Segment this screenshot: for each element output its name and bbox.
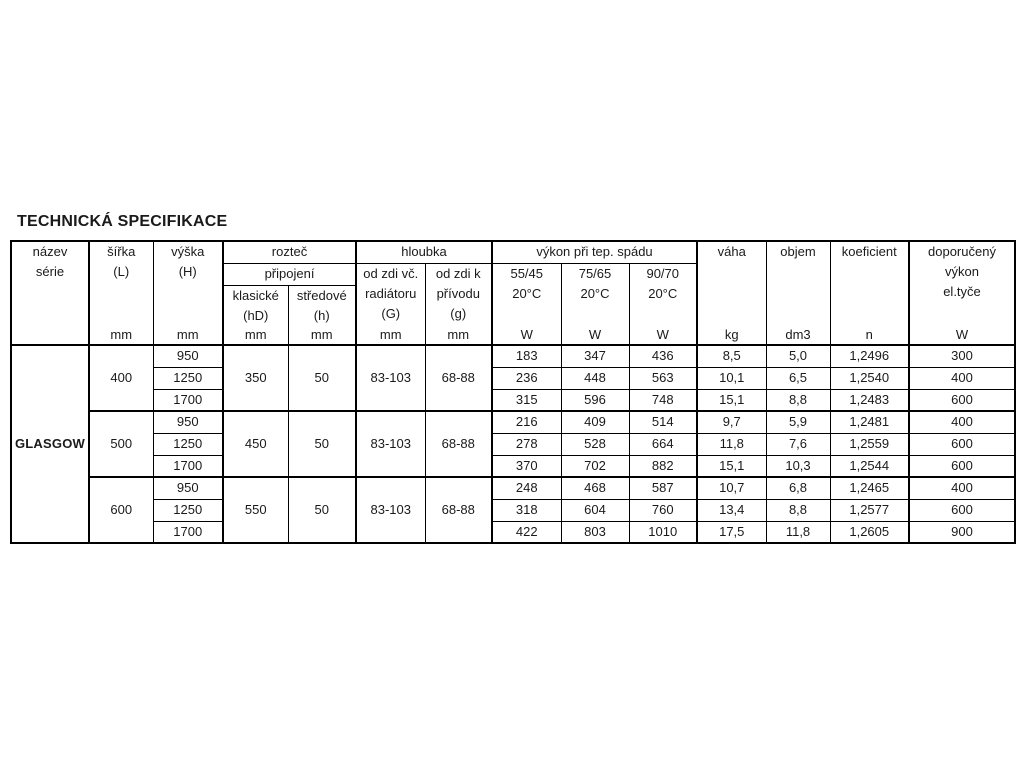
cell-vykon-9070: 882: [629, 455, 697, 477]
cell-vykon-7565: 448: [561, 367, 629, 389]
spec-table: [10, 240, 1016, 544]
cell-koeficient: 1,2577: [830, 499, 909, 521]
cell-vykon-5545: 216: [492, 411, 561, 433]
cell-koeficient: 1,2465: [830, 477, 909, 499]
table-row: [11, 477, 1015, 499]
hdr-objem: objem dm3: [766, 241, 830, 345]
cell-vaha: 17,5: [697, 521, 766, 543]
cell-doporuceny: 400: [909, 367, 1015, 389]
cell-koeficient: 1,2605: [830, 521, 909, 543]
hdr-koeficient-unit: n: [865, 327, 873, 342]
cell-vykon-5545: 183: [492, 345, 561, 367]
cell-vyska: 1700: [153, 389, 223, 411]
cell-vyska: 1250: [153, 499, 223, 521]
cell-objem: 6,5: [766, 367, 830, 389]
cell-hloubka-g2: 68-88: [425, 345, 492, 411]
cell-vykon-5545: 318: [492, 499, 561, 521]
table-row: [11, 433, 1015, 455]
cell-vykon-9070: 587: [629, 477, 697, 499]
cell-koeficient: 1,2544: [830, 455, 909, 477]
cell-vykon-5545: 370: [492, 455, 561, 477]
hdr-od-zdi-privodu: od zdi k přívodu (g) mm: [425, 263, 492, 345]
hdr-od-zdi-radiatoru-unit: mm: [379, 327, 402, 342]
hdr-objem-unit: dm3: [785, 327, 811, 342]
cell-vyska: 1700: [153, 455, 223, 477]
cell-hloubka-g: 83-103: [356, 411, 425, 477]
cell-doporuceny: 400: [909, 411, 1015, 433]
cell-vyska: 950: [153, 477, 223, 499]
cell-doporuceny: 600: [909, 389, 1015, 411]
cell-sirka: 400: [89, 345, 153, 411]
cell-vykon-9070: 760: [629, 499, 697, 521]
cell-vaha: 10,7: [697, 477, 766, 499]
cell-roztec-klasicke: 550: [223, 477, 288, 543]
table-row: [11, 345, 1015, 367]
cell-vykon-9070: 563: [629, 367, 697, 389]
hdr-90-70: 90/70 20°C W: [629, 263, 697, 345]
cell-hloubka-g: 83-103: [356, 477, 425, 543]
cell-vyska: 1250: [153, 433, 223, 455]
cell-doporuceny: 600: [909, 433, 1015, 455]
hdr-od-zdi-privodu-unit: mm: [447, 327, 470, 342]
cell-vykon-5545: 422: [492, 521, 561, 543]
cell-koeficient: 1,2496: [830, 345, 909, 367]
cell-vykon-7565: 468: [561, 477, 629, 499]
cell-koeficient: 1,2559: [830, 433, 909, 455]
hdr-doporuceny: doporučený výkon el.tyče W: [909, 241, 1015, 345]
cell-hloubka-g: 83-103: [356, 345, 425, 411]
cell-vaha: 10,1: [697, 367, 766, 389]
hdr-vykon-group: výkon při tep. spádu: [492, 241, 697, 263]
cell-vykon-7565: 347: [561, 345, 629, 367]
cell-vykon-7565: 604: [561, 499, 629, 521]
hdr-sirka-unit: mm: [110, 327, 133, 342]
cell-roztec-stredove: 50: [288, 477, 356, 543]
hdr-vaha-unit: kg: [724, 327, 739, 342]
cell-objem: 5,0: [766, 345, 830, 367]
cell-hloubka-g2: 68-88: [425, 477, 492, 543]
cell-vykon-5545: 236: [492, 367, 561, 389]
hdr-sirka: šířka (L) mm: [89, 241, 153, 345]
series-name-cell: GLASGOW: [11, 345, 89, 543]
cell-vyska: 1250: [153, 367, 223, 389]
cell-roztec-stredove: 50: [288, 345, 356, 411]
cell-objem: 5,9: [766, 411, 830, 433]
cell-sirka: 500: [89, 411, 153, 477]
cell-koeficient: 1,2540: [830, 367, 909, 389]
header-row-1: [11, 241, 1015, 263]
cell-hloubka-g2: 68-88: [425, 411, 492, 477]
cell-objem: 11,8: [766, 521, 830, 543]
cell-objem: 6,8: [766, 477, 830, 499]
table-row: [11, 499, 1015, 521]
cell-doporuceny: 900: [909, 521, 1015, 543]
hdr-od-zdi-radiatoru: od zdi vč. radiátoru (G) mm: [356, 263, 425, 345]
hdr-stredove: středové (h) mm: [288, 285, 356, 345]
hdr-75-65: 75/65 20°C W: [561, 263, 629, 345]
hdr-klasicke: klasické (hD) mm: [223, 285, 288, 345]
cell-doporuceny: 600: [909, 455, 1015, 477]
cell-roztec-klasicke: 350: [223, 345, 288, 411]
cell-roztec-stredove: 50: [288, 411, 356, 477]
cell-vykon-5545: 278: [492, 433, 561, 455]
hdr-hloubka-group: hloubka: [356, 241, 492, 263]
hdr-doporuceny-unit: W: [955, 327, 969, 342]
hdr-75-65-unit: W: [588, 327, 602, 342]
cell-vykon-9070: 664: [629, 433, 697, 455]
cell-koeficient: 1,2481: [830, 411, 909, 433]
table-row: [11, 521, 1015, 543]
cell-vykon-9070: 436: [629, 345, 697, 367]
cell-doporuceny: 300: [909, 345, 1015, 367]
cell-vykon-5545: 248: [492, 477, 561, 499]
cell-sirka: 600: [89, 477, 153, 543]
hdr-90-70-unit: W: [656, 327, 669, 342]
cell-vaha: 15,1: [697, 455, 766, 477]
cell-objem: 8,8: [766, 499, 830, 521]
cell-vaha: 9,7: [697, 411, 766, 433]
hdr-55-45-unit: W: [520, 327, 533, 342]
hdr-vyska: výška (H) mm: [153, 241, 223, 345]
cell-vyska: 1700: [153, 521, 223, 543]
cell-objem: 8,8: [766, 389, 830, 411]
hdr-nazev-serie: [11, 241, 89, 345]
cell-objem: 10,3: [766, 455, 830, 477]
cell-vaha: 11,8: [697, 433, 766, 455]
cell-vykon-7565: 528: [561, 433, 629, 455]
table-row: [11, 411, 1015, 433]
cell-vyska: 950: [153, 411, 223, 433]
cell-roztec-klasicke: 450: [223, 411, 288, 477]
cell-doporuceny: 400: [909, 477, 1015, 499]
hdr-roztec-group: rozteč: [223, 241, 356, 263]
hdr-stredove-unit: mm: [310, 327, 333, 342]
cell-vykon-7565: 702: [561, 455, 629, 477]
cell-objem: 7,6: [766, 433, 830, 455]
hdr-vyska-unit: mm: [176, 327, 199, 342]
cell-vykon-7565: 803: [561, 521, 629, 543]
cell-vaha: 15,1: [697, 389, 766, 411]
cell-doporuceny: 600: [909, 499, 1015, 521]
cell-vykon-7565: 409: [561, 411, 629, 433]
cell-vykon-7565: 596: [561, 389, 629, 411]
hdr-vaha: váha kg: [697, 241, 766, 345]
cell-vaha: 13,4: [697, 499, 766, 521]
hdr-nazev-line1: název: [32, 244, 68, 259]
table-row: [11, 367, 1015, 389]
cell-vykon-9070: 1010: [629, 521, 697, 543]
cell-vykon-9070: 748: [629, 389, 697, 411]
cell-vykon-5545: 315: [492, 389, 561, 411]
cell-koeficient: 1,2483: [830, 389, 909, 411]
hdr-pripojeni: připojení: [223, 263, 356, 285]
hdr-koeficient: koeficient n: [830, 241, 909, 345]
table-row: [11, 455, 1015, 477]
page-title: TECHNICKÁ SPECIFIKACE: [17, 213, 228, 230]
cell-vaha: 8,5: [697, 345, 766, 367]
hdr-nazev-line2: série: [35, 264, 65, 279]
hdr-55-45: 55/45 20°C W: [492, 263, 561, 345]
hdr-klasicke-unit: mm: [244, 327, 267, 342]
table-row: [11, 389, 1015, 411]
cell-vykon-9070: 514: [629, 411, 697, 433]
cell-vyska: 950: [153, 345, 223, 367]
